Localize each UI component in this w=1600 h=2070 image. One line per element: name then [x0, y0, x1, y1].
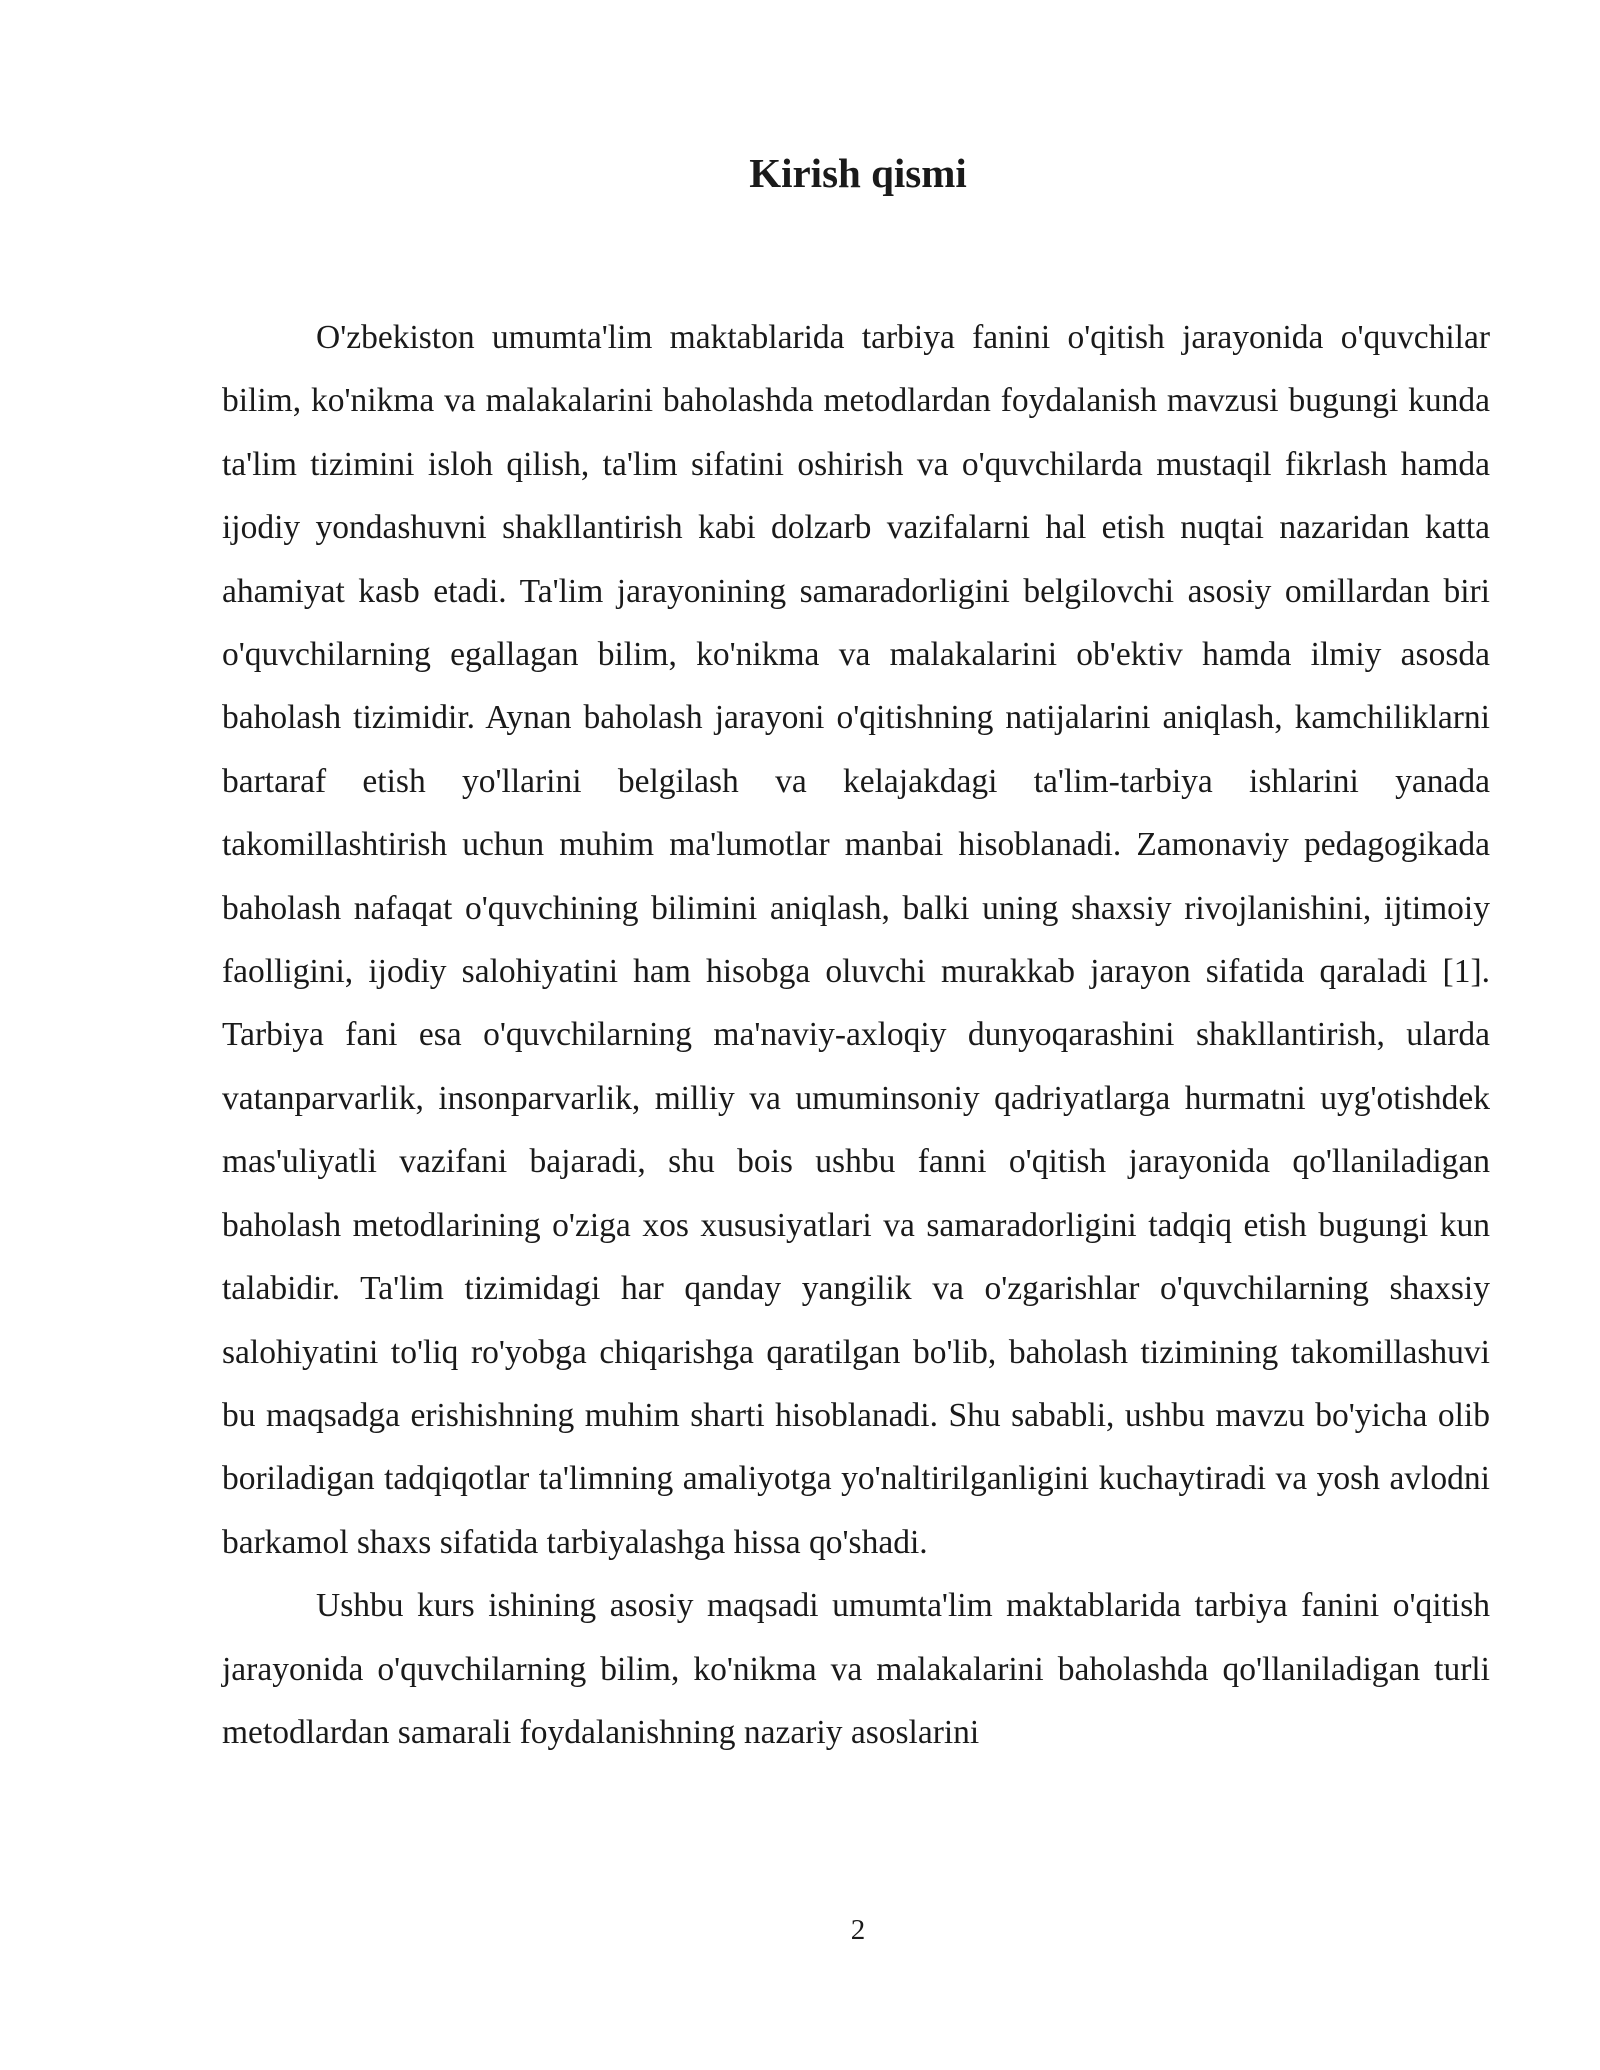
page-title: Kirish qismi — [749, 150, 967, 196]
paragraph-introduction: O'zbekiston umumta'lim maktablarida tarbiya fanini o'qitish jarayonida o'quvchilar bilim, ko'nikma va malakalarini baholashda metodlardan foydalanish mavzusi bugungi kunda ta'lim tizimini isloh qilish, ta'lim sifatini oshirish va o'quvchilarda mustaqil fikrlash hamda ijodiy yondashuvni shakllantirish kabi dolzarb vazifalarni hal etish nuqtai nazaridan katta ahamiyat kasb etadi. Ta'lim jarayonining samaradorligini belgilovchi asosiy omillardan biri o'quvchilarning egallagan bilim, ko'nikma va malakalarini ob'ektiv hamda ilmiy asosda baholash tizimidir. Aynan baholash jarayoni o'qitishning natijalarini aniqlash, kamchiliklarni bartaraf etish yo'llarini belgilash va kelajakdagi ta'lim-tarbiya ishlarini yanada takomillashtirish uchun muhim ma'lumotlar manbai hisoblanadi. Zamonaviy pedagogikada baholash nafaqat o'quvchining bilimini aniqlash, balki uning shaxsiy rivojlanishini, ijtimoiy faolligini, ijodiy salohiyatini ham hisobga oluvchi murakkab jarayon sifatida qaraladi [1]. Tarbiya fani esa o'quvchilarning ma'naviy-axloqiy dunyoqarashini shakllantirish, ularda vatanparvarlik, insonparvarlik, milliy va umuminsoniy qadriyatlarga hurmatni uyg'otishdek mas'uliyatli vazifani bajaradi, shu bois ushbu fanni o'qitish jarayonida qo'llaniladigan baholash metodlarining o'ziga xos xususiyatlari va samaradorligini tadqiq etish bugungi kun talabidir. Ta'lim tizimidagi har qanday yangilik va o'zgarishlar o'quvchilarning shaxsiy salohiyatini to'liq ro'yobga chiqarishga qaratilgan bo'lib, baholash tizimining takomillashuvi bu maqsadga erishishning muhim sharti hisoblanadi. Shu sababli, ushbu mavzu bo'yicha olib boriladigan tadqiqotlar ta'limning amaliyotga yo'naltirilganligini kuchaytiradi va yosh avlodni barkamol shaxs sifatida tarbiyalashga hissa qo'shadi. — [222, 319, 1490, 1561]
body-text — [222, 306, 1490, 1764]
paragraph-purpose: Ushbu kurs ishining asosiy maqsadi umumta'lim maktablarida tarbiya fanini o'qitish jarayonida o'quvchilarning bilim, ko'nikma va malakalarini baholashda qo'llaniladigan turli metodlardan samarali foydalanishning nazariy asoslarini — [222, 1587, 1490, 1751]
page-number: 2 — [850, 1914, 866, 1946]
